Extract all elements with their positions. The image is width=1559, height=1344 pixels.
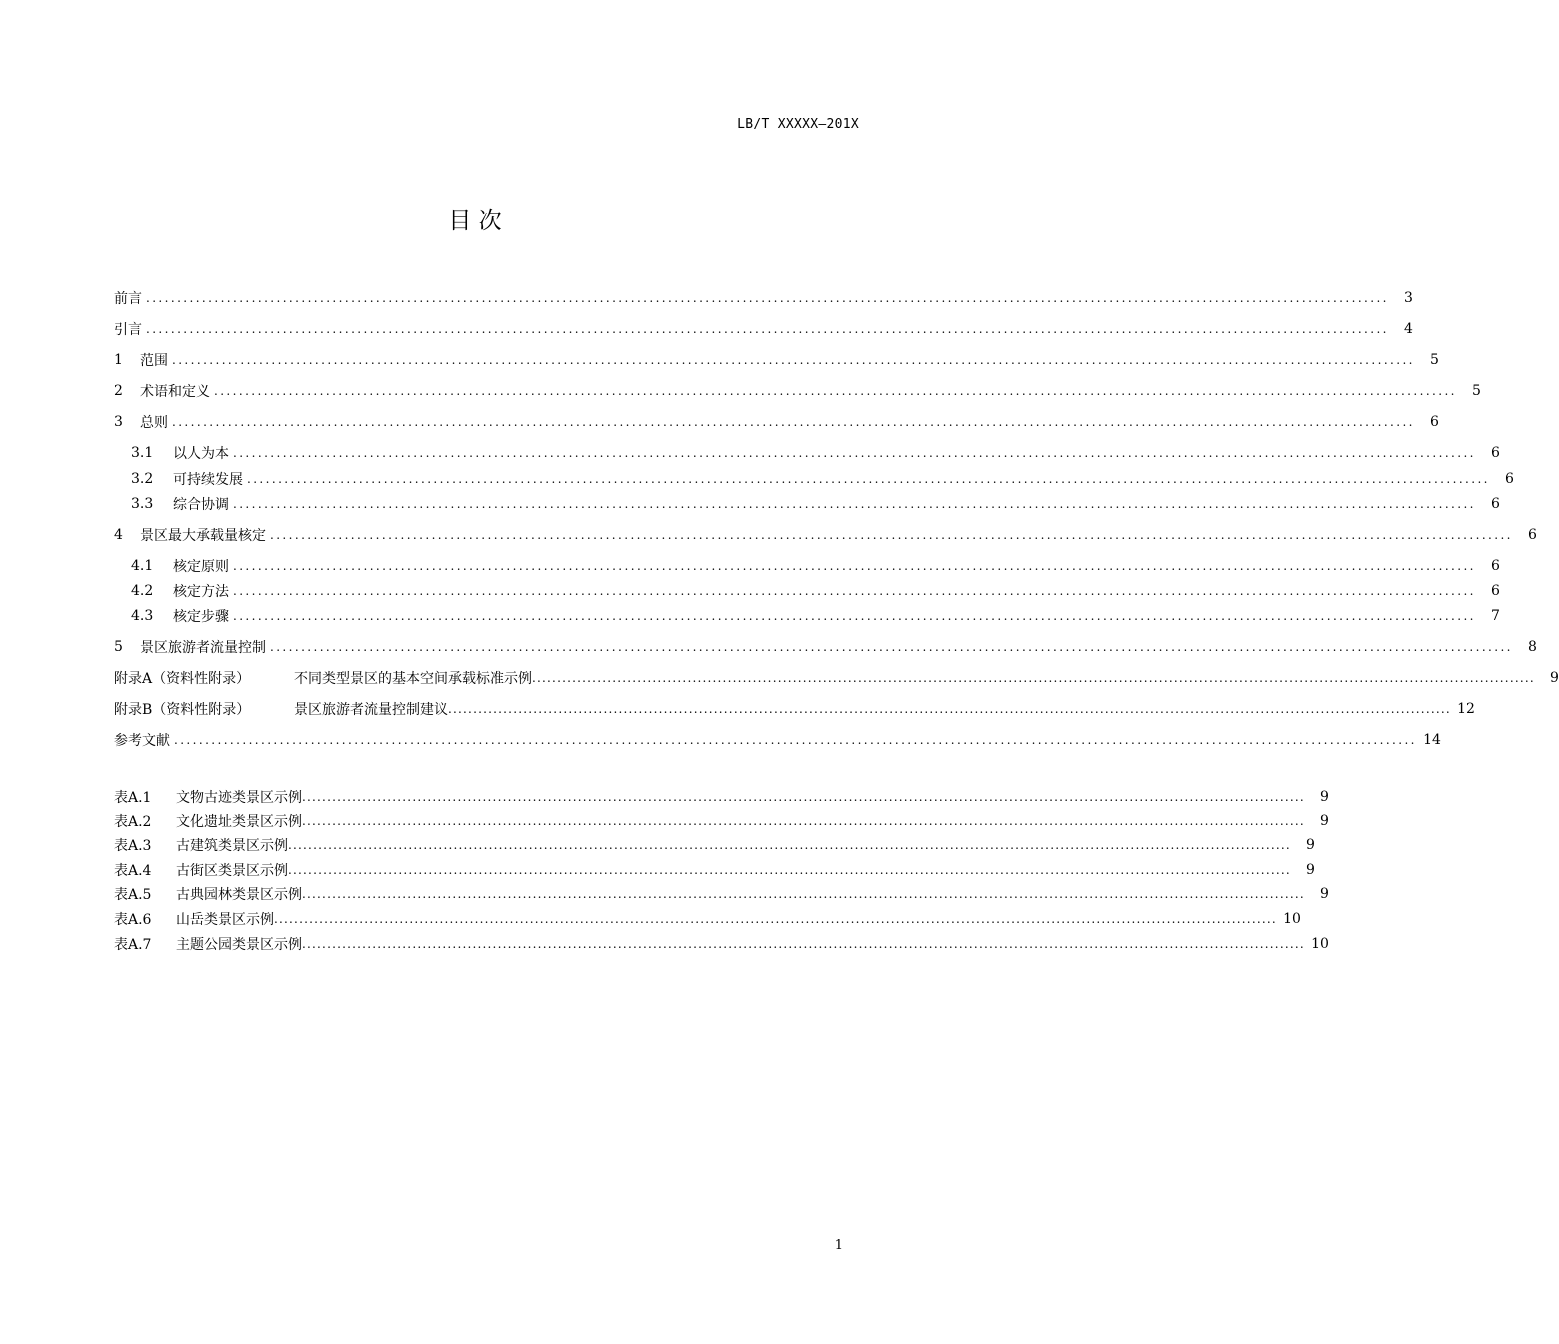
toc-entry-title: 总则 bbox=[140, 415, 168, 431]
toc-entry-number: 表A.5 bbox=[114, 887, 152, 903]
toc-entry-title: 前言 bbox=[114, 291, 142, 307]
toc-entry-number: 3.3 bbox=[131, 496, 154, 512]
toc-entry-title: 景区旅游者流量控制建议 bbox=[294, 702, 448, 718]
toc-entry-number: 表A.1 bbox=[114, 790, 152, 806]
toc-leader-dots: ........................................................................................................................................................................................................ bbox=[448, 702, 1451, 716]
toc-entry-label bbox=[114, 668, 532, 688]
toc-entry-title: 景区最大承载量核定 bbox=[140, 528, 266, 544]
toc-entry[interactable] bbox=[114, 319, 1413, 339]
toc-leader-dots: ........................................................................................................................................................................................................ bbox=[233, 609, 1476, 623]
toc-entry-page: 8 bbox=[1527, 639, 1537, 655]
toc-entry-page: 12 bbox=[1457, 701, 1475, 717]
toc-entry[interactable] bbox=[114, 288, 1413, 308]
toc-entry-title: 不同类型景区的基本空间承载标准示例 bbox=[294, 671, 532, 687]
toc-entry-number: 4.1 bbox=[131, 558, 154, 574]
toc-entry-page: 6 bbox=[1504, 471, 1514, 487]
toc-entry-number: 4.2 bbox=[131, 583, 154, 599]
toc-entry-title: 以人为本 bbox=[173, 446, 229, 462]
toc-entry-title: 可持续发展 bbox=[173, 472, 243, 488]
toc-entry-page: 9 bbox=[1305, 837, 1315, 853]
toc-entry-label bbox=[114, 811, 302, 831]
toc-leader-dots: ........................................................................................................................................................................................................ bbox=[233, 559, 1476, 573]
table-list-entry[interactable] bbox=[114, 884, 1329, 904]
toc-entry-page: 10 bbox=[1283, 911, 1301, 927]
toc-entry-page: 4 bbox=[1403, 321, 1413, 337]
toc-entry-title: 古街区类景区示例 bbox=[176, 863, 288, 879]
toc-entry-page: 9 bbox=[1319, 789, 1329, 805]
toc-entry[interactable] bbox=[114, 412, 1439, 432]
table-list-entry[interactable] bbox=[114, 860, 1315, 880]
toc-entry-label bbox=[114, 319, 142, 339]
toc-entry-title: 核定步骤 bbox=[173, 609, 229, 625]
toc-entry[interactable] bbox=[131, 469, 1514, 489]
toc-entry-title: 术语和定义 bbox=[140, 384, 210, 400]
toc-entry-label bbox=[114, 860, 288, 880]
toc-leader-dots: ........................................................................................................................................................................................................ bbox=[233, 497, 1476, 511]
toc-leader-dots: ........................................................................................................................................................................................................ bbox=[532, 671, 1535, 685]
toc-entry-title: 文物古迹类景区示例 bbox=[176, 790, 302, 806]
toc-entry-label bbox=[131, 606, 229, 626]
toc-entry-title: 古典园林类景区示例 bbox=[176, 887, 302, 903]
toc-entry-page: 5 bbox=[1429, 352, 1439, 368]
toc-entry-label bbox=[114, 934, 302, 954]
toc-leader-dots: ........................................................................................................................................................................................................ bbox=[233, 584, 1476, 598]
toc-leader-dots: ........................................................................................................................................................................................................ bbox=[288, 838, 1291, 852]
toc-entry-number: 附录B（资料性附录） bbox=[114, 702, 251, 718]
table-list-entry[interactable] bbox=[114, 835, 1315, 855]
toc-leader-dots: ........................................................................................................................................................................................................ bbox=[302, 814, 1305, 828]
toc-entry-number: 附录A（资料性附录） bbox=[114, 671, 251, 687]
toc-entry-number: 3.2 bbox=[131, 471, 154, 487]
toc-entry-page: 6 bbox=[1490, 496, 1500, 512]
toc-entry-label bbox=[114, 884, 302, 904]
toc-entry[interactable] bbox=[114, 525, 1537, 545]
toc-leader-dots: ........................................................................................................................................................................................................ bbox=[233, 446, 1476, 460]
toc-entry-title: 文化遗址类景区示例 bbox=[176, 814, 302, 830]
toc-entry[interactable] bbox=[131, 581, 1500, 601]
toc-entry-label bbox=[131, 443, 229, 463]
toc-entry-page: 14 bbox=[1423, 732, 1441, 748]
toc-entry-title: 山岳类景区示例 bbox=[176, 912, 274, 928]
toc-entry[interactable] bbox=[114, 350, 1439, 370]
toc-entry[interactable] bbox=[114, 730, 1441, 750]
toc-entry-title: 景区旅游者流量控制 bbox=[140, 640, 266, 656]
toc-leader-dots: ........................................................................................................................................................................................................ bbox=[274, 912, 1277, 926]
toc-entry-label bbox=[114, 412, 168, 432]
toc-entry-page: 9 bbox=[1319, 813, 1329, 829]
toc-entry[interactable] bbox=[131, 443, 1500, 463]
toc-entry-number: 表A.6 bbox=[114, 912, 152, 928]
toc-entry-number: 3.1 bbox=[131, 445, 154, 461]
toc-entry-title: 主题公园类景区示例 bbox=[176, 937, 302, 953]
toc-entry-label bbox=[131, 494, 229, 514]
toc-entry-label bbox=[114, 730, 170, 750]
document-code: LB/T XXXXX—201X bbox=[737, 117, 859, 132]
toc-entry-label bbox=[114, 699, 448, 719]
toc-entry-number: 3 bbox=[114, 414, 123, 430]
toc-entry-number: 2 bbox=[114, 383, 123, 399]
toc-leader-dots: ........................................................................................................................................................................................................ bbox=[302, 887, 1305, 901]
toc-entry-page: 5 bbox=[1471, 383, 1481, 399]
toc-leader-dots: ........................................................................................................................................................................................................ bbox=[172, 415, 1415, 429]
toc-entry-page: 9 bbox=[1549, 670, 1559, 686]
toc-leader-dots: ........................................................................................................................................................................................................ bbox=[302, 937, 1305, 951]
toc-entry-number: 4.3 bbox=[131, 608, 154, 624]
toc-entry-label bbox=[114, 381, 210, 401]
toc-entry-label bbox=[114, 350, 168, 370]
toc-entry-title: 综合协调 bbox=[173, 497, 229, 513]
toc-entry-title: 引言 bbox=[114, 322, 142, 338]
toc-leader-dots: ........................................................................................................................................................................................................ bbox=[270, 640, 1513, 654]
toc-entry[interactable] bbox=[114, 381, 1481, 401]
toc-entry-number: 1 bbox=[114, 352, 123, 368]
table-list-entry[interactable] bbox=[114, 811, 1329, 831]
table-list-entry[interactable] bbox=[114, 934, 1329, 954]
toc-entry-page: 6 bbox=[1490, 583, 1500, 599]
toc-leader-dots: ........................................................................................................................................................................................................ bbox=[146, 322, 1389, 336]
toc-entry-page: 6 bbox=[1490, 445, 1500, 461]
toc-leader-dots: ........................................................................................................................................................................................................ bbox=[247, 472, 1490, 486]
toc-entry-label bbox=[114, 525, 266, 545]
toc-leader-dots: ........................................................................................................................................................................................................ bbox=[146, 291, 1389, 305]
toc-entry-number: 表A.2 bbox=[114, 814, 152, 830]
table-list-entry[interactable] bbox=[114, 787, 1329, 807]
page-number: 1 bbox=[834, 1238, 843, 1253]
toc-entry-page: 6 bbox=[1527, 527, 1537, 543]
toc-entry-number: 表A.3 bbox=[114, 838, 152, 854]
toc-entry-title: 古建筑类景区示例 bbox=[176, 838, 288, 854]
toc-entry-label bbox=[131, 581, 229, 601]
toc-entry[interactable] bbox=[114, 637, 1537, 657]
toc-entry-number: 表A.4 bbox=[114, 863, 152, 879]
toc-entry-label bbox=[131, 469, 243, 489]
toc-leader-dots: ........................................................................................................................................................................................................ bbox=[270, 528, 1513, 542]
toc-entry-title: 参考文献 bbox=[114, 733, 170, 749]
toc-entry[interactable] bbox=[131, 494, 1500, 514]
page-title: 目 次 bbox=[448, 208, 502, 234]
toc-entry-number: 4 bbox=[114, 527, 123, 543]
toc-entry[interactable] bbox=[131, 556, 1500, 576]
toc-entry[interactable] bbox=[131, 606, 1500, 626]
toc-entry-title: 核定原则 bbox=[173, 559, 229, 575]
toc-entry-page: 6 bbox=[1429, 414, 1439, 430]
toc-leader-dots: ........................................................................................................................................................................................................ bbox=[214, 384, 1457, 398]
toc-entry-page: 10 bbox=[1311, 936, 1329, 952]
toc-entry-label bbox=[114, 787, 302, 807]
toc-entry-title: 范围 bbox=[140, 353, 168, 369]
toc-entry-label bbox=[114, 288, 142, 308]
toc-leader-dots: ........................................................................................................................................................................................................ bbox=[288, 863, 1291, 877]
toc-entry-label bbox=[114, 637, 266, 657]
toc-leader-dots: ........................................................................................................................................................................................................ bbox=[302, 790, 1305, 804]
toc-entry-label bbox=[131, 556, 229, 576]
toc-entry-page: 6 bbox=[1490, 558, 1500, 574]
toc-entry-page: 9 bbox=[1305, 862, 1315, 878]
toc-entry[interactable] bbox=[114, 699, 1475, 719]
toc-entry-label bbox=[114, 909, 274, 929]
toc-entry-label bbox=[114, 835, 288, 855]
toc-entry-page: 9 bbox=[1319, 886, 1329, 902]
toc-entry-page: 3 bbox=[1403, 290, 1413, 306]
toc-entry-page: 7 bbox=[1490, 608, 1500, 624]
toc-entry[interactable] bbox=[114, 668, 1559, 688]
table-list-entry[interactable] bbox=[114, 909, 1301, 929]
toc-leader-dots: ........................................................................................................................................................................................................ bbox=[172, 353, 1415, 367]
toc-entry-title: 核定方法 bbox=[173, 584, 229, 600]
toc-leader-dots: ........................................................................................................................................................................................................ bbox=[174, 733, 1417, 747]
toc-entry-number: 表A.7 bbox=[114, 937, 152, 953]
toc-entry-number: 5 bbox=[114, 639, 123, 655]
